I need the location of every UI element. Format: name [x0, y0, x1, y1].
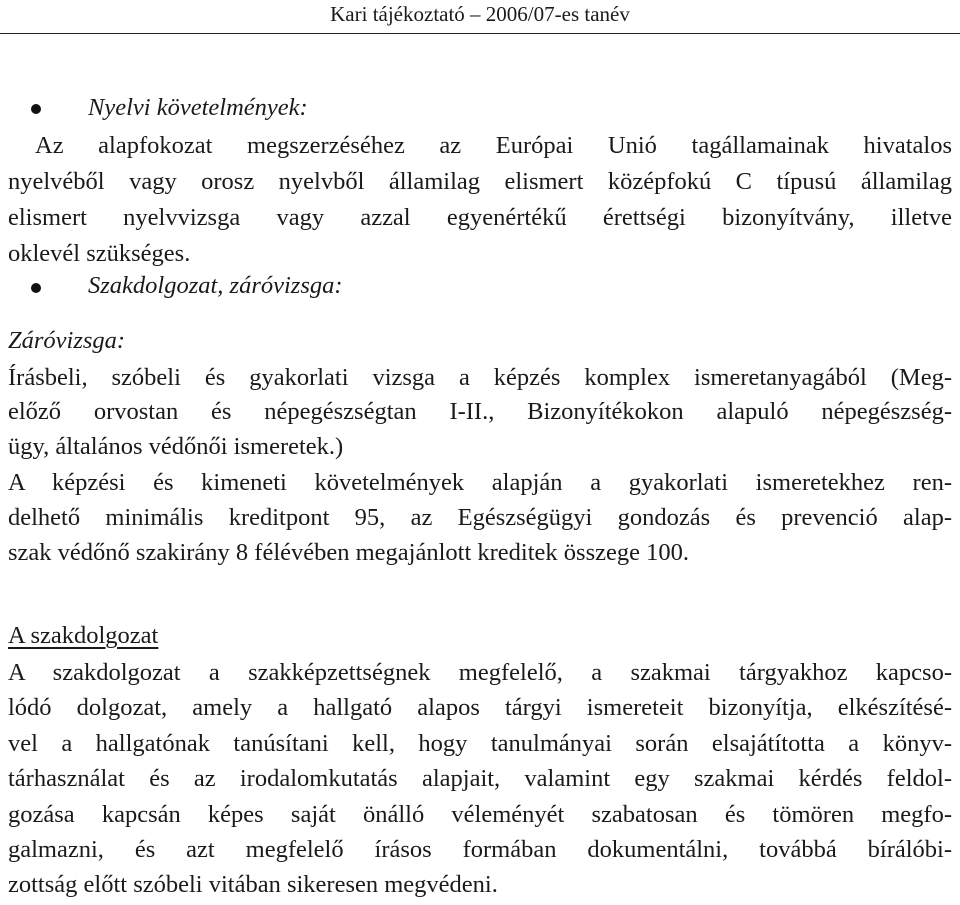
- szakdolgozat-line-3: vel a hallgatónak tanúsítani kell, hogy tanulmányai során elsajátította a könyv-: [8, 730, 952, 757]
- zarovizsga-line-3: ügy, általános védőnői ismeretek.): [8, 433, 344, 460]
- szakdolgozat-line-6: galmazni, és azt megfelelő írásos formában dokumentálni, továbbá bírálóbi-: [8, 836, 952, 863]
- szakdolgozat-line-2: lódó dolgozat, amely a hallgató alapos tárgyi ismereteit bizonyítja, elkészítésé-: [8, 694, 952, 721]
- zarovizsga-line-4: A képzési és kimeneti követelmények alapján a gyakorlati ismeretekhez ren-: [8, 469, 952, 496]
- zarovizsga-line-5: delhető minimális kreditpont 95, az Egészségügyi gondozás és prevenció alap-: [8, 504, 952, 531]
- bullet-1-marker: [31, 104, 41, 114]
- bullet-1-line-3: elismert nyelvvizsga vagy azzal egyenértékű érettségi bizonyítvány, illetve: [8, 204, 952, 231]
- bullet-1-heading: Nyelvi követelmények:: [88, 94, 308, 121]
- zarovizsga-line-2: előző orvostan és népegészségtan I-II., Bizonyítékokon alapuló népegészség-: [8, 398, 952, 425]
- szakdolgozat-heading: [8, 620, 158, 652]
- bullet-2-heading: Szakdolgozat, záróvizsga:: [88, 272, 343, 299]
- zarovizsga-heading: Záróvizsga:: [8, 327, 126, 354]
- szakdolgozat-line-5: gozása kapcsán képes saját önálló véleményét szabatosan és tömören megfo-: [8, 801, 952, 828]
- bullet-1-line-4: oklevél szükséges.: [8, 240, 191, 267]
- szakdolgozat-line-1: A szakdolgozat a szakképzettségnek megfelelő, a szakmai tárgyakhoz kapcso-: [8, 659, 952, 686]
- bullet-2-marker: [31, 283, 41, 293]
- zarovizsga-line-1: Írásbeli, szóbeli és gyakorlati vizsga a képzés komplex ismeretanyagából (Meg-: [8, 364, 952, 391]
- running-header: Kari tájékoztató – 2006/07-es tanév: [0, 0, 960, 34]
- bullet-1-line-1: Az alapfokozat megszerzéséhez az Európai Unió tagállamainak hivatalos: [35, 132, 952, 159]
- szakdolgozat-line-7: zottság előtt szóbeli vitában sikeresen megvédeni.: [8, 871, 498, 898]
- szakdolgozat-heading-text: A szakdolgozat: [8, 622, 159, 649]
- zarovizsga-line-6: szak védőnő szakirány 8 félévében megajánlott kreditek összege 100.: [8, 539, 689, 566]
- szakdolgozat-line-4: tárhasználat és az irodalomkutatás alapjait, valamint egy szakmai kérdés feldol-: [8, 765, 952, 792]
- bullet-1-line-2: nyelvéből vagy orosz nyelvből államilag elismert középfokú C típusú államilag: [8, 168, 952, 195]
